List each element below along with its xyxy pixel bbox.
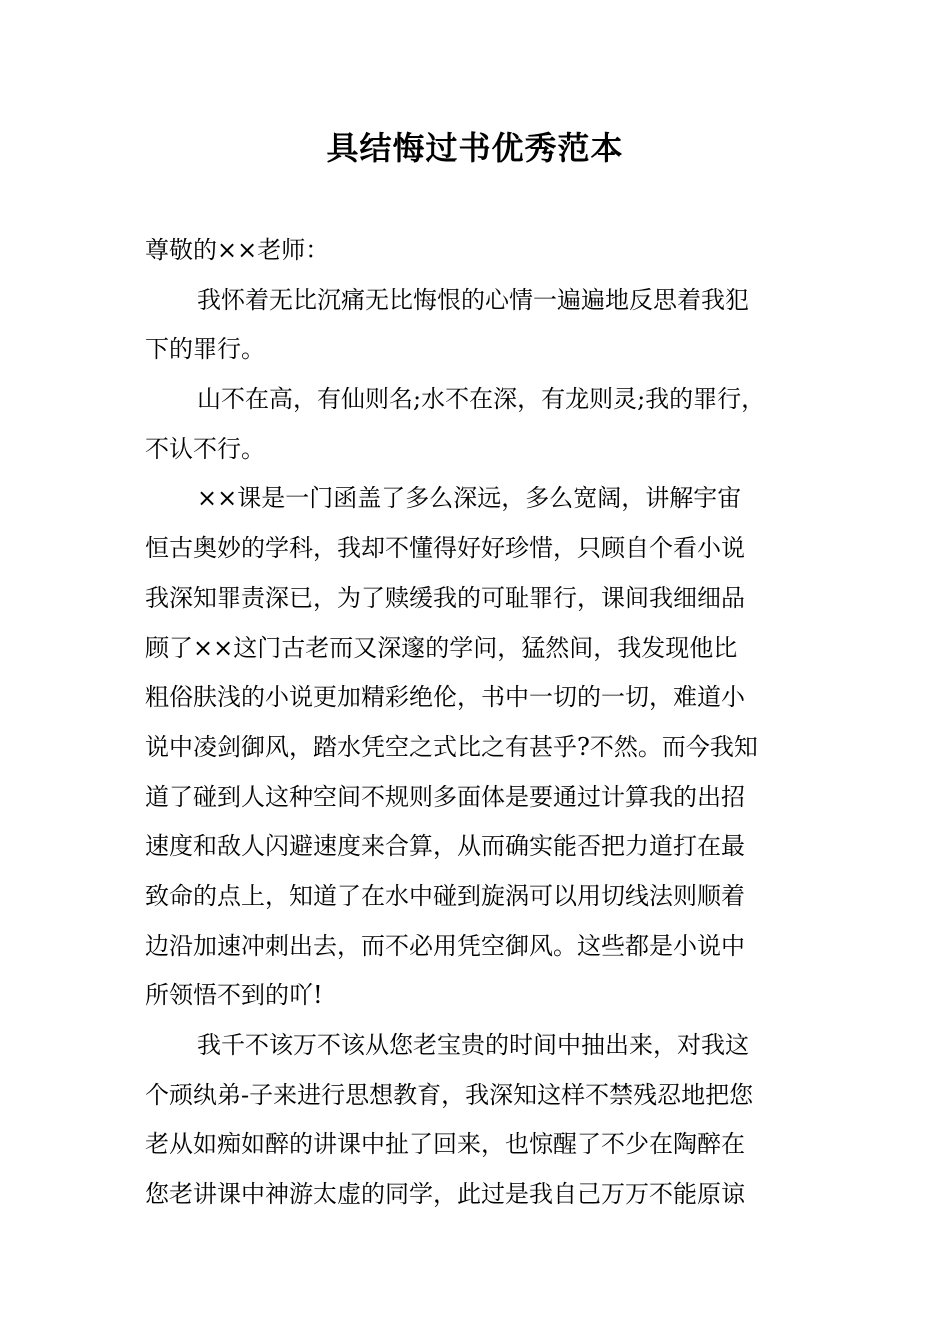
paragraph-line: 不认不行。 [145, 434, 265, 463]
paragraph-line: 我怀着无比沉痛无比悔恨的心情一遍遍地反思着我犯 [197, 285, 749, 314]
paragraph-line: 说中凌剑御风，踏水凭空之式比之有甚乎?不然。而今我知 [145, 732, 758, 761]
paragraph-line: ××课是一门函盖了多么深远，多么宽阔，讲解宇宙 [197, 484, 742, 513]
paragraph-line: 所领悟不到的吖! [145, 981, 323, 1010]
paragraph-line: 我深知罪责深已，为了赎缓我的可耻罪行，课间我细细品 [145, 583, 745, 612]
salutation-line: 尊敬的××老师： [145, 236, 330, 264]
paragraph-line: 老从如痴如醉的讲课中扯了回来，也惊醒了不少在陶醉在 [145, 1130, 745, 1159]
paragraph-line: 我千不该万不该从您老宝贵的时间中抽出来，对我这 [197, 1031, 749, 1059]
document-title: 具结悔过书优秀范本 [326, 129, 624, 167]
paragraph-line: 恒古奥妙的学科，我却不懂得好好珍惜，只顾自个看小说 [145, 534, 745, 563]
paragraph-line: 下的罪行。 [145, 335, 265, 364]
paragraph-line: 边沿加速冲刺出去，而不必用凭空御风。这些都是小说中 [145, 931, 745, 960]
paragraph-line: 您老讲课中神游太虚的同学，此过是我自己万万不能原谅 [145, 1180, 745, 1209]
paragraph-line: 速度和敌人闪避速度来合算，从而确实能否把力道打在最 [145, 832, 745, 861]
document-body [145, 226, 815, 1220]
paragraph-line: 粗俗肤浅的小说更加精彩绝伦，书中一切的一切，难道小 [145, 683, 745, 712]
paragraph-line: 顾了××这门古老而又深邃的学问，猛然间，我发现他比 [145, 633, 738, 662]
paragraph-line: 山不在高，有仙则名;水不在深，有龙则灵;我的罪行， [197, 385, 766, 414]
paragraph-line: 道了碰到人这种空间不规则多面体是要通过计算我的出招 [145, 782, 745, 811]
paragraph-line: 致命的点上，知道了在水中碰到旋涡可以用切线法则顺着 [145, 881, 745, 910]
paragraph-line: 个顽纨弟-子来进行思想教育，我深知这样不禁残忍地把您 [145, 1080, 754, 1109]
